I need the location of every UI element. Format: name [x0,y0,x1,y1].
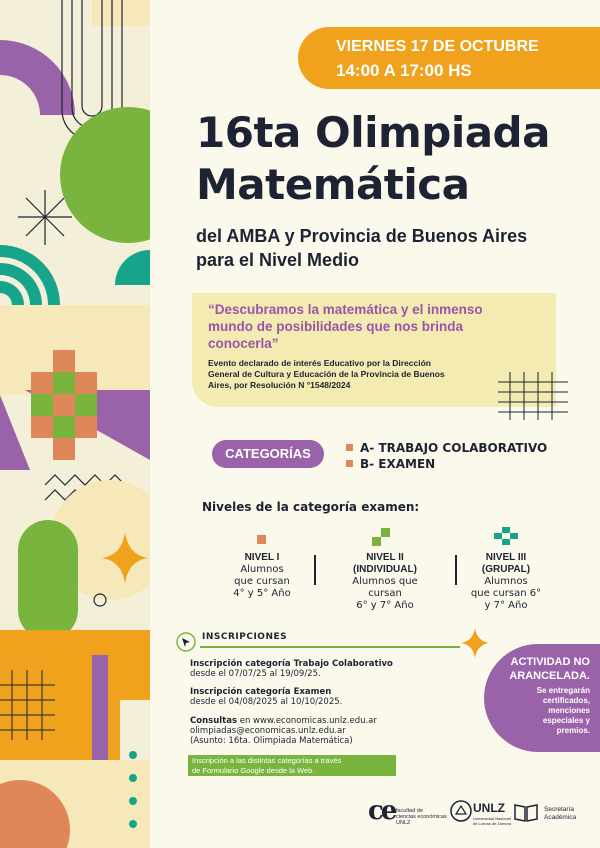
level-desc: y 7° Año [484,600,528,611]
date-badge [298,27,600,89]
logos-footer [366,796,600,836]
registration-trabajo: Inscripción categoría Trabajo Colaborativo [190,659,393,669]
level-desc: cursan [368,588,402,599]
fce-logo-mark: ce [368,796,395,826]
level-sub: (INDIVIDUAL) [353,564,417,575]
unlz-logo-mark: UNLZ [473,801,505,815]
fce-logo-text: facultad de ciencias económicas UNLZ [396,808,447,826]
activity-detail: menciones [548,706,590,715]
activity-detail: certificados, [542,696,590,705]
quote-line: “Descubramos la matemática y el inmenso [208,302,483,317]
book-icon [514,802,538,822]
level-desc: Alumnos que [352,576,418,587]
level-sub: (GRUPAL) [481,564,531,575]
form-note: Inscripción a las distintas categorías a través de Formulario Google desde la Web. [188,755,396,776]
unlz-logo-text: Universidad Nacional de Lomas de Zamora [473,816,512,826]
divider [314,555,316,585]
quote-line: mundo de posibilidades que nos brinda [208,319,464,334]
level-name: NIVEL III [485,552,527,563]
activity-detail: Se entregarán [536,686,590,695]
decorative-strip [0,0,150,848]
declaration-line: Aires, por Resolución N °1548/2024 [208,380,351,390]
bullet-square-icon [346,444,353,451]
grid-decoration [498,372,568,420]
level-1-icon [257,535,266,544]
unlz-seal-icon [450,800,472,822]
sparkle-icon [461,628,489,658]
level-desc: 6° y 7° Año [356,600,414,611]
level-desc: Alumnos [240,564,284,575]
green-pill-shape [18,520,78,640]
free-activity-badge [484,644,600,752]
activity-line: ARANCELADA. [509,670,590,682]
page-title-line1: 16ta Olimpiada [196,108,550,157]
level-2-card [340,552,430,612]
event-time: 14:00 A 17:00 HS [336,61,472,80]
subtitle-line1: del AMBA y Provincia de Buenos Aires [196,226,528,246]
level-desc: que cursan [234,576,290,587]
activity-detail: premios. [556,726,590,735]
level-desc: Alumnos [484,576,528,587]
contact-email[interactable]: olimpiadas@economicas.unlz.edu.ar [190,726,346,736]
category-item: A- TRABAJO COLABORATIVO [346,441,547,455]
registration-trabajo-dates: desde el 07/07/25 al 19/09/25. [190,669,321,679]
subtitle-line2: para el Nivel Medio [196,250,360,270]
level-name: NIVEL II [366,552,404,563]
bullet-square-icon [346,460,353,467]
categories-badge: CATEGORÍAS [212,440,324,468]
level-name: NIVEL I [244,552,280,563]
levels-title: Niveles de la categoría examen: [202,500,420,514]
heading-underline [200,646,460,648]
registration-examen: Inscripción categoría Examen [190,687,332,697]
level-desc: 4° y 5° Año [233,588,291,599]
cursor-icon [176,632,196,652]
level-desc: que cursan 6° [470,588,542,599]
page-title-line2: Matemática [196,160,470,209]
declaration-line: General de Cultura y Educación de la Provincia de Buenos [208,369,445,379]
category-item: B- EXAMEN [346,457,435,471]
divider [455,555,457,585]
level-2-icon [372,528,390,546]
contact-subject: (Asunto: 16ta. Olimpiada Matemática) [190,736,353,746]
contact-line: Consultas en www.economicas.unlz.edu.ar [190,716,377,726]
contact-website[interactable]: en www.economicas.unlz.edu.ar [237,716,377,726]
declaration-line: Evento declarado de interés Educativo por la Dirección [208,358,431,368]
quote-line: conocerla” [208,336,279,351]
geometric-pattern [0,0,150,848]
secretaria-logo-text: Secretaría Académica [544,806,577,821]
event-date: VIERNES 17 DE OCTUBRE [336,38,539,55]
activity-line: ACTIVIDAD NO [510,656,590,668]
level-1-card [222,552,302,600]
registration-examen-dates: desde el 04/08/2025 al 10/10/2025. [190,697,343,707]
registration-heading: INSCRIPCIONES [202,632,288,642]
activity-detail: especiales y [542,716,590,725]
level-3-icon [494,527,518,545]
level-3-card [466,552,546,612]
